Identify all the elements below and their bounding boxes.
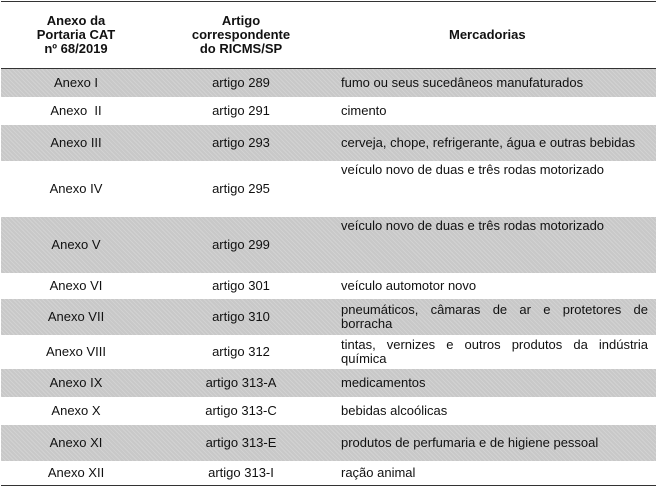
table-row (1, 299, 656, 335)
cell-mercadorias: ração animal (341, 465, 416, 480)
cell-anexo: Anexo IV (49, 181, 103, 196)
table-row (1, 125, 656, 161)
cell-artigo: artigo 289 (212, 75, 270, 90)
header-anexo: Anexo da Portaria CAT nº 68/2019 (36, 13, 116, 56)
table-row (1, 461, 656, 485)
cell-mercadorias: fumo ou seus sucedâneos manufaturados (341, 75, 584, 90)
cell-mercadorias: veículo novo de duas e três rodas motorizado (341, 218, 605, 233)
cell-mercadorias: veículo novo de duas e três rodas motorizado (341, 162, 605, 177)
cell-artigo: artigo 301 (212, 278, 270, 293)
cell-artigo: artigo 310 (212, 309, 270, 324)
cell-artigo: artigo 291 (212, 103, 270, 118)
cell-artigo: artigo 295 (212, 181, 270, 196)
cell-anexo: Anexo XII (47, 465, 105, 480)
cell-anexo: Anexo VII (47, 309, 105, 324)
table-row (1, 161, 656, 217)
table-row (1, 97, 656, 125)
table-row (1, 425, 656, 461)
cell-mercadorias: cimento (341, 103, 387, 118)
cell-artigo: artigo 313-A (205, 375, 277, 390)
cell-artigo: artigo 313-E (205, 435, 277, 450)
cell-anexo: Anexo V (51, 237, 101, 252)
cell-mercadorias: pneumáticos, câmaras de ar e protetores de borracha (341, 302, 648, 331)
cell-anexo: Anexo XI (49, 435, 103, 450)
cell-artigo: artigo 299 (212, 237, 270, 252)
cell-anexo: Anexo III (50, 135, 102, 150)
table-header (1, 2, 656, 69)
cell-mercadorias: tintas, vernizes e outros produtos da indústria química (341, 337, 648, 366)
cell-mercadorias: bebidas alcoólicas (341, 403, 448, 418)
cell-anexo: Anexo IX (49, 375, 103, 390)
table-row (1, 397, 656, 425)
anexos-table (1, 1, 656, 486)
table-row (1, 217, 656, 273)
cell-anexo: Anexo X (51, 403, 101, 418)
cell-artigo: artigo 293 (212, 135, 270, 150)
cell-mercadorias: medicamentos (341, 375, 426, 390)
cell-artigo: artigo 313-I (208, 465, 274, 480)
cell-anexo: Anexo I (53, 75, 99, 90)
table-row (1, 273, 656, 299)
header-artigo: Artigo correspondente do RICMS/SP (191, 13, 291, 56)
table-row (1, 369, 656, 397)
cell-mercadorias: cerveja, chope, refrigerante, água e outras bebidas (341, 135, 636, 150)
cell-anexo: Anexo VI (49, 278, 103, 293)
header-mercadorias: Mercadorias (449, 27, 526, 42)
cell-anexo: Anexo II (50, 103, 102, 118)
cell-artigo: artigo 312 (212, 344, 270, 359)
cell-mercadorias: produtos de perfumaria e de higiene pessoal (341, 435, 599, 450)
cell-anexo: Anexo VIII (46, 344, 106, 359)
cell-mercadorias: veículo automotor novo (341, 278, 477, 293)
cell-artigo: artigo 313-C (205, 403, 277, 418)
table-row (1, 335, 656, 369)
table-row (1, 69, 656, 97)
